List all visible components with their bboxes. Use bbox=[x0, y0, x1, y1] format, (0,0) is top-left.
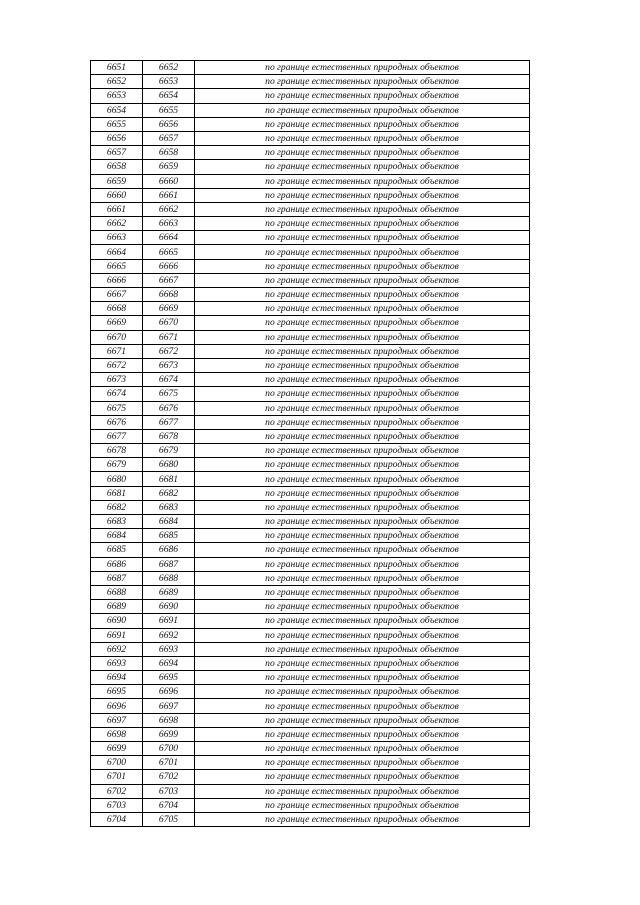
table-row bbox=[91, 89, 530, 103]
point-to-cell: 6657 bbox=[143, 131, 195, 145]
boundary-description-cell: по границе естественных природных объектов bbox=[195, 713, 530, 727]
point-from-cell: 6681 bbox=[91, 486, 143, 500]
table-row bbox=[91, 316, 530, 330]
point-to-cell: 6693 bbox=[143, 642, 195, 656]
boundary-description-cell: по границе естественных природных объектов bbox=[195, 571, 530, 585]
table-row bbox=[91, 784, 530, 798]
boundary-description-cell: по границе естественных природных объектов bbox=[195, 245, 530, 259]
table-row bbox=[91, 259, 530, 273]
point-from-cell: 6663 bbox=[91, 231, 143, 245]
table-row bbox=[91, 358, 530, 372]
boundary-description-cell: по границе естественных природных объектов bbox=[195, 685, 530, 699]
boundary-description-cell: по границе естественных природных объектов bbox=[195, 529, 530, 543]
boundary-description-cell: по границе естественных природных объектов bbox=[195, 699, 530, 713]
table-body bbox=[91, 61, 530, 827]
point-from-cell: 6687 bbox=[91, 571, 143, 585]
boundary-description-cell: по границе естественных природных объектов bbox=[195, 415, 530, 429]
point-from-cell: 6679 bbox=[91, 458, 143, 472]
point-from-cell: 6703 bbox=[91, 798, 143, 812]
table-row bbox=[91, 600, 530, 614]
point-to-cell: 6652 bbox=[143, 61, 195, 75]
boundary-description-cell: по границе естественных природных объектов bbox=[195, 131, 530, 145]
table-row bbox=[91, 642, 530, 656]
table-row bbox=[91, 614, 530, 628]
table-row bbox=[91, 75, 530, 89]
point-from-cell: 6653 bbox=[91, 89, 143, 103]
table-row bbox=[91, 713, 530, 727]
point-from-cell: 6693 bbox=[91, 656, 143, 670]
table-row bbox=[91, 401, 530, 415]
table-row bbox=[91, 174, 530, 188]
point-from-cell: 6690 bbox=[91, 614, 143, 628]
point-from-cell: 6672 bbox=[91, 358, 143, 372]
boundary-description-cell: по границе естественных природных объектов bbox=[195, 174, 530, 188]
point-from-cell: 6664 bbox=[91, 245, 143, 259]
point-from-cell: 6671 bbox=[91, 344, 143, 358]
point-from-cell: 6668 bbox=[91, 302, 143, 316]
table-row bbox=[91, 160, 530, 174]
point-to-cell: 6672 bbox=[143, 344, 195, 358]
point-to-cell: 6699 bbox=[143, 727, 195, 741]
point-from-cell: 6692 bbox=[91, 642, 143, 656]
point-from-cell: 6659 bbox=[91, 174, 143, 188]
boundary-description-cell: по границе естественных природных объектов bbox=[195, 217, 530, 231]
table-row bbox=[91, 656, 530, 670]
point-from-cell: 6697 bbox=[91, 713, 143, 727]
boundary-description-cell: по границе естественных природных объектов bbox=[195, 656, 530, 670]
point-to-cell: 6684 bbox=[143, 515, 195, 529]
boundary-description-cell: по границе естественных природных объектов bbox=[195, 543, 530, 557]
point-from-cell: 6661 bbox=[91, 202, 143, 216]
table-row bbox=[91, 543, 530, 557]
boundary-description-cell: по границе естественных природных объектов bbox=[195, 742, 530, 756]
point-to-cell: 6682 bbox=[143, 486, 195, 500]
point-to-cell: 6683 bbox=[143, 500, 195, 514]
point-from-cell: 6660 bbox=[91, 188, 143, 202]
point-to-cell: 6685 bbox=[143, 529, 195, 543]
boundary-description-cell: по границе естественных природных объектов bbox=[195, 642, 530, 656]
table-row bbox=[91, 429, 530, 443]
boundary-description-cell: по границе естественных природных объектов bbox=[195, 330, 530, 344]
boundary-segments-table bbox=[90, 60, 530, 827]
point-from-cell: 6680 bbox=[91, 472, 143, 486]
point-from-cell: 6696 bbox=[91, 699, 143, 713]
point-from-cell: 6683 bbox=[91, 515, 143, 529]
point-to-cell: 6687 bbox=[143, 557, 195, 571]
point-to-cell: 6689 bbox=[143, 585, 195, 599]
table-row bbox=[91, 415, 530, 429]
table-row bbox=[91, 515, 530, 529]
point-to-cell: 6700 bbox=[143, 742, 195, 756]
point-to-cell: 6698 bbox=[143, 713, 195, 727]
point-to-cell: 6677 bbox=[143, 415, 195, 429]
point-to-cell: 6654 bbox=[143, 89, 195, 103]
table-row bbox=[91, 373, 530, 387]
point-to-cell: 6662 bbox=[143, 202, 195, 216]
boundary-description-cell: по границе естественных природных объектов bbox=[195, 344, 530, 358]
boundary-description-cell: по границе естественных природных объектов bbox=[195, 756, 530, 770]
boundary-description-cell: по границе естественных природных объектов bbox=[195, 458, 530, 472]
table-row bbox=[91, 486, 530, 500]
boundary-description-cell: по границе естественных природных объектов bbox=[195, 273, 530, 287]
point-from-cell: 6695 bbox=[91, 685, 143, 699]
boundary-description-cell: по границе естественных природных объектов bbox=[195, 401, 530, 415]
table-row bbox=[91, 685, 530, 699]
point-to-cell: 6686 bbox=[143, 543, 195, 557]
boundary-description-cell: по границе естественных природных объектов bbox=[195, 770, 530, 784]
point-to-cell: 6696 bbox=[143, 685, 195, 699]
boundary-description-cell: по границе естественных природных объектов bbox=[195, 812, 530, 826]
boundary-description-cell: по границе естественных природных объектов bbox=[195, 515, 530, 529]
table-row bbox=[91, 529, 530, 543]
point-from-cell: 6701 bbox=[91, 770, 143, 784]
table-row bbox=[91, 500, 530, 514]
table-row bbox=[91, 288, 530, 302]
point-to-cell: 6704 bbox=[143, 798, 195, 812]
point-from-cell: 6652 bbox=[91, 75, 143, 89]
boundary-description-cell: по границе естественных природных объектов bbox=[195, 103, 530, 117]
point-from-cell: 6665 bbox=[91, 259, 143, 273]
boundary-description-cell: по границе естественных природных объектов bbox=[195, 585, 530, 599]
point-to-cell: 6703 bbox=[143, 784, 195, 798]
table-row bbox=[91, 217, 530, 231]
boundary-description-cell: по границе естественных природных объектов bbox=[195, 302, 530, 316]
point-from-cell: 6689 bbox=[91, 600, 143, 614]
table-row bbox=[91, 330, 530, 344]
point-to-cell: 6670 bbox=[143, 316, 195, 330]
point-to-cell: 6702 bbox=[143, 770, 195, 784]
boundary-description-cell: по границе естественных природных объектов bbox=[195, 160, 530, 174]
table-row bbox=[91, 202, 530, 216]
point-from-cell: 6685 bbox=[91, 543, 143, 557]
boundary-description-cell: по границе естественных природных объектов bbox=[195, 316, 530, 330]
point-from-cell: 6651 bbox=[91, 61, 143, 75]
boundary-description-cell: по границе естественных природных объектов bbox=[195, 429, 530, 443]
point-from-cell: 6667 bbox=[91, 288, 143, 302]
boundary-description-cell: по границе естественных природных объектов bbox=[195, 671, 530, 685]
point-to-cell: 6675 bbox=[143, 387, 195, 401]
boundary-description-cell: по границе естественных природных объектов bbox=[195, 259, 530, 273]
boundary-description-cell: по границе естественных природных объектов bbox=[195, 231, 530, 245]
point-to-cell: 6660 bbox=[143, 174, 195, 188]
point-to-cell: 6659 bbox=[143, 160, 195, 174]
point-from-cell: 6678 bbox=[91, 444, 143, 458]
point-from-cell: 6698 bbox=[91, 727, 143, 741]
point-from-cell: 6691 bbox=[91, 628, 143, 642]
boundary-description-cell: по границе естественных природных объектов bbox=[195, 358, 530, 372]
point-to-cell: 6697 bbox=[143, 699, 195, 713]
boundary-description-cell: по границе естественных природных объектов bbox=[195, 61, 530, 75]
boundary-description-cell: по границе естественных природных объектов bbox=[195, 628, 530, 642]
point-from-cell: 6699 bbox=[91, 742, 143, 756]
table-row bbox=[91, 117, 530, 131]
point-to-cell: 6678 bbox=[143, 429, 195, 443]
point-from-cell: 6670 bbox=[91, 330, 143, 344]
point-from-cell: 6657 bbox=[91, 146, 143, 160]
point-to-cell: 6661 bbox=[143, 188, 195, 202]
table-row bbox=[91, 770, 530, 784]
point-from-cell: 6666 bbox=[91, 273, 143, 287]
point-from-cell: 6686 bbox=[91, 557, 143, 571]
point-to-cell: 6658 bbox=[143, 146, 195, 160]
table-row bbox=[91, 458, 530, 472]
point-to-cell: 6681 bbox=[143, 472, 195, 486]
table-row bbox=[91, 245, 530, 259]
table-row bbox=[91, 188, 530, 202]
table-row bbox=[91, 699, 530, 713]
point-to-cell: 6694 bbox=[143, 656, 195, 670]
point-from-cell: 6682 bbox=[91, 500, 143, 514]
point-to-cell: 6674 bbox=[143, 373, 195, 387]
point-to-cell: 6655 bbox=[143, 103, 195, 117]
point-to-cell: 6680 bbox=[143, 458, 195, 472]
table-row bbox=[91, 671, 530, 685]
point-from-cell: 6704 bbox=[91, 812, 143, 826]
table-row bbox=[91, 231, 530, 245]
boundary-description-cell: по границе естественных природных объектов bbox=[195, 146, 530, 160]
table-row bbox=[91, 302, 530, 316]
boundary-description-cell: по границе естественных природных объектов bbox=[195, 784, 530, 798]
table-row bbox=[91, 812, 530, 826]
point-from-cell: 6700 bbox=[91, 756, 143, 770]
table-row bbox=[91, 557, 530, 571]
boundary-description-cell: по границе естественных природных объектов bbox=[195, 727, 530, 741]
boundary-description-cell: по границе естественных природных объектов bbox=[195, 472, 530, 486]
point-from-cell: 6655 bbox=[91, 117, 143, 131]
boundary-description-cell: по границе естественных природных объектов bbox=[195, 188, 530, 202]
table-row bbox=[91, 727, 530, 741]
boundary-description-cell: по границе естественных природных объектов bbox=[195, 500, 530, 514]
point-to-cell: 6669 bbox=[143, 302, 195, 316]
point-from-cell: 6654 bbox=[91, 103, 143, 117]
boundary-description-cell: по границе естественных природных объектов bbox=[195, 614, 530, 628]
point-from-cell: 6669 bbox=[91, 316, 143, 330]
point-from-cell: 6684 bbox=[91, 529, 143, 543]
table-row bbox=[91, 798, 530, 812]
table-row bbox=[91, 444, 530, 458]
point-to-cell: 6666 bbox=[143, 259, 195, 273]
point-from-cell: 6656 bbox=[91, 131, 143, 145]
table-row bbox=[91, 103, 530, 117]
point-to-cell: 6690 bbox=[143, 600, 195, 614]
table-row bbox=[91, 146, 530, 160]
point-from-cell: 6677 bbox=[91, 429, 143, 443]
point-to-cell: 6667 bbox=[143, 273, 195, 287]
boundary-description-cell: по границе естественных природных объектов bbox=[195, 387, 530, 401]
table-row bbox=[91, 387, 530, 401]
point-from-cell: 6675 bbox=[91, 401, 143, 415]
table-row bbox=[91, 61, 530, 75]
point-to-cell: 6705 bbox=[143, 812, 195, 826]
boundary-description-cell: по границе естественных природных объектов bbox=[195, 373, 530, 387]
boundary-description-cell: по границе естественных природных объектов bbox=[195, 288, 530, 302]
boundary-description-cell: по границе естественных природных объектов bbox=[195, 202, 530, 216]
point-from-cell: 6674 bbox=[91, 387, 143, 401]
boundary-description-cell: по границе естественных природных объектов bbox=[195, 444, 530, 458]
point-to-cell: 6656 bbox=[143, 117, 195, 131]
point-to-cell: 6668 bbox=[143, 288, 195, 302]
point-to-cell: 6701 bbox=[143, 756, 195, 770]
point-to-cell: 6663 bbox=[143, 217, 195, 231]
table-row bbox=[91, 131, 530, 145]
table-row bbox=[91, 273, 530, 287]
point-to-cell: 6664 bbox=[143, 231, 195, 245]
boundary-description-cell: по границе естественных природных объектов bbox=[195, 557, 530, 571]
point-to-cell: 6671 bbox=[143, 330, 195, 344]
point-to-cell: 6676 bbox=[143, 401, 195, 415]
table-row bbox=[91, 756, 530, 770]
point-from-cell: 6688 bbox=[91, 585, 143, 599]
table-row bbox=[91, 742, 530, 756]
point-to-cell: 6665 bbox=[143, 245, 195, 259]
boundary-description-cell: по границе естественных природных объектов bbox=[195, 89, 530, 103]
point-from-cell: 6676 bbox=[91, 415, 143, 429]
point-from-cell: 6658 bbox=[91, 160, 143, 174]
point-to-cell: 6653 bbox=[143, 75, 195, 89]
table-row bbox=[91, 585, 530, 599]
point-from-cell: 6662 bbox=[91, 217, 143, 231]
point-to-cell: 6691 bbox=[143, 614, 195, 628]
point-to-cell: 6679 bbox=[143, 444, 195, 458]
point-to-cell: 6695 bbox=[143, 671, 195, 685]
table-row bbox=[91, 472, 530, 486]
boundary-description-cell: по границе естественных природных объектов bbox=[195, 600, 530, 614]
table-row bbox=[91, 628, 530, 642]
point-from-cell: 6694 bbox=[91, 671, 143, 685]
point-to-cell: 6673 bbox=[143, 358, 195, 372]
point-to-cell: 6692 bbox=[143, 628, 195, 642]
table-row bbox=[91, 344, 530, 358]
boundary-description-cell: по границе естественных природных объектов bbox=[195, 486, 530, 500]
table-row bbox=[91, 571, 530, 585]
boundary-description-cell: по границе естественных природных объектов bbox=[195, 798, 530, 812]
point-from-cell: 6673 bbox=[91, 373, 143, 387]
boundary-description-cell: по границе естественных природных объектов bbox=[195, 75, 530, 89]
point-to-cell: 6688 bbox=[143, 571, 195, 585]
boundary-description-cell: по границе естественных природных объектов bbox=[195, 117, 530, 131]
point-from-cell: 6702 bbox=[91, 784, 143, 798]
